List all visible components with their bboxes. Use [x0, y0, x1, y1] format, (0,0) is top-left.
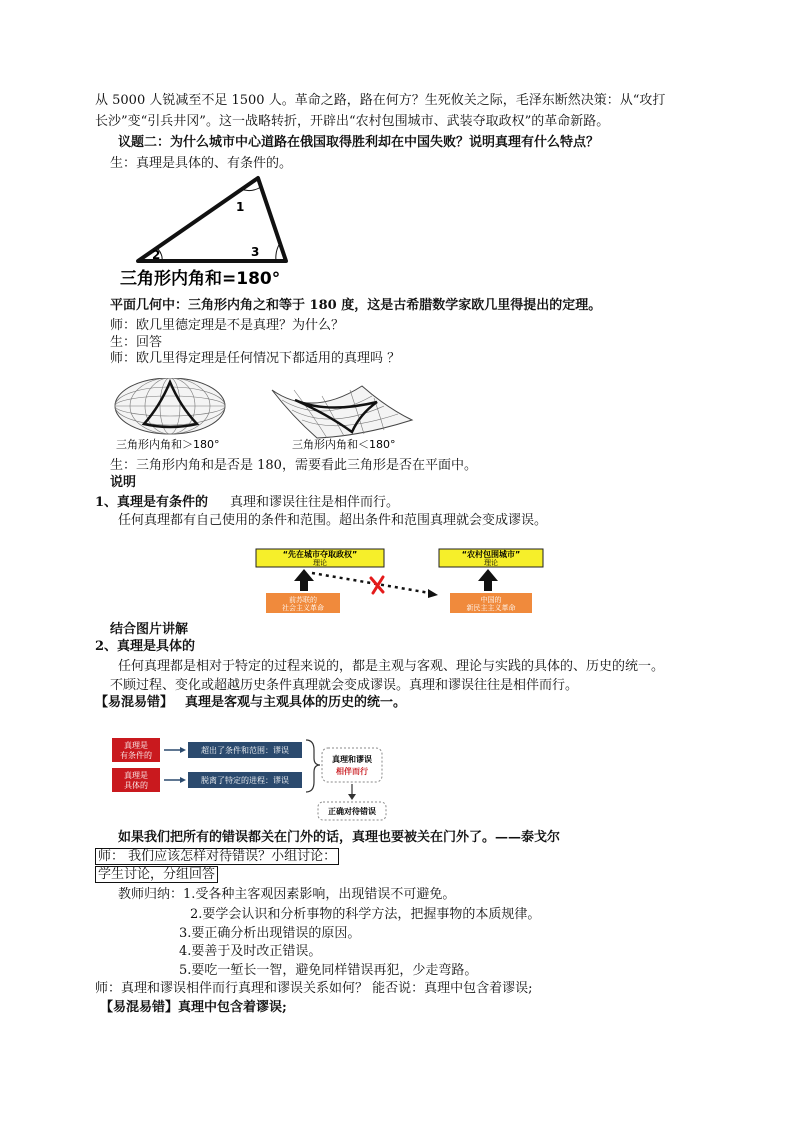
content-line: 不顾过程、变化或超越历史条件真理就会变成谬误。真理和谬误往往是相伴而行。 [110, 678, 579, 693]
content-line: 任何真理都有自己使用的条件和范围。超出条件和范围真理就会变成谬误。 [118, 513, 548, 528]
svg-text:理论: 理论 [313, 559, 327, 567]
mistake-tag: 【易混易错】 [100, 1000, 179, 1015]
teacher-line: 师：欧几里德定理是不是真理？为什么？ [110, 318, 345, 333]
saddle-caption: 三角形内角和＜180° [292, 438, 396, 451]
summary-item-4: 4.要善于及时改正错误。 [179, 944, 322, 959]
triangle-caption: 三角形内角和=180° [120, 269, 281, 288]
angle-label-3: 3 [251, 245, 260, 259]
summary-item-2: 2.要学会认识和分析事物的科学方法，把握事物的本质规律。 [190, 907, 541, 922]
angle-label-2: 2 [152, 248, 161, 262]
issue-heading: 议题二：为什么城市中心道路在俄国取得胜利却在中国失败？说明真理有什么特点？ [118, 135, 600, 150]
point-heading-note: 真理和谬误往往是相伴而行。 [230, 495, 400, 510]
svg-text:相伴而行: 相伴而行 [336, 767, 368, 776]
revolution-diagram [252, 545, 548, 615]
svg-text:社会主义革命: 社会主义革命 [282, 604, 324, 612]
student-line: 生：三角形内角和是否是 180，需要看此三角形是否在平面中。 [110, 458, 477, 473]
summary-label: 教师归纳： [118, 887, 184, 902]
teacher-question: 师： 我们应该怎样对待错误？小组讨论： [95, 848, 339, 865]
svg-text:中国的: 中国的 [480, 596, 502, 604]
euclid-line: 平面几何中：三角形内角之和等于 180 度，这是古希腊数学家欧几里得提出的定理。 [110, 298, 602, 313]
student-discussion: 学生讨论，分组回答 [95, 866, 218, 883]
svg-text:新民主主义革命: 新民主主义革命 [466, 604, 516, 612]
sphere-surface [115, 378, 225, 434]
teacher-line: 师：真理和谬误相伴而行真理和谬误关系如何？ 能否说：真理中包含着谬误; [95, 981, 533, 996]
up-arrow-right [478, 569, 498, 591]
summary-item-5: 5.要吃一堑长一智，避免同样错误再犯，少走弯路。 [179, 963, 478, 978]
svg-text:真理和谬误: 真理和谬误 [332, 755, 372, 764]
svg-text:真理是: 真理是 [124, 741, 148, 750]
explain-label: 说明 [110, 475, 137, 490]
sphere-caption: 三角形内角和＞180° [116, 438, 220, 451]
mistake-note-2 [100, 999, 287, 1016]
flat-triangle-figure [118, 173, 308, 288]
coexist-box [322, 748, 382, 782]
teacher-line: 师：欧几里得定理是任何情况下都适用的真理吗 ？ [110, 351, 401, 366]
point-heading-2: 2、真理是具体的 [95, 639, 196, 654]
mistake-text: 真理是客观与主观具体的历史的统一。 [185, 695, 407, 710]
svg-text:超出了条件和范围：谬误: 超出了条件和范围：谬误 [201, 746, 289, 755]
svg-text:具体的: 具体的 [124, 781, 148, 790]
angle-label-1: 1 [236, 200, 245, 214]
paragraph-line: 从 5000 人锐减至不足 1500 人。革命之路，路在何方？生死攸关之际，毛泽东断然决策：从“攻打 [95, 93, 666, 108]
tagore-quote: 如果我们把所有的错误都关在门外的话，真理也要被关在门外了。——泰戈尔 [118, 830, 561, 845]
truth-flow-diagram [108, 734, 398, 826]
content-line: 任何真理都是相对于特定的过程来说的，都是主观与客观、理论与实践的具体的、历史的统一。 [118, 659, 665, 674]
svg-text:有条件的: 有条件的 [120, 751, 152, 760]
summary-item-1: 1.受各种主客观因素影响，出现错误不可避免。 [183, 887, 456, 902]
up-arrow-left [294, 569, 314, 591]
student-discussion-box [95, 866, 218, 883]
svg-text:脱离了特定的进程：谬误: 脱离了特定的进程：谬误 [201, 776, 289, 785]
point-heading [95, 494, 399, 511]
student-line: 生：回答 [110, 335, 163, 350]
curved-triangles-figure [112, 378, 432, 453]
mistake-tag: 【易混易错】 [95, 695, 174, 710]
point-heading-title: 1、真理是有条件的 [95, 495, 209, 510]
paragraph-line: 长沙”变“引兵井冈”。这一战略转折，开辟出“农村包围城市、武装夺取政权”的革命新路。 [95, 114, 610, 129]
student-line: 生：真理是具体的、有条件的。 [110, 156, 293, 171]
svg-text:“先在城市夺取政权”: “先在城市夺取政权” [282, 550, 358, 559]
svg-text:理论: 理论 [484, 559, 498, 567]
summary-line [118, 886, 455, 903]
svg-text:正确对待错误: 正确对待错误 [328, 807, 376, 816]
combine-label: 结合图片讲解 [110, 622, 189, 637]
mistake-text: 真理中包含着谬误; [178, 1000, 287, 1015]
summary-item-3: 3.要正确分析出现错误的原因。 [179, 926, 361, 941]
svg-text:“农村包围城市”: “农村包围城市” [461, 550, 521, 559]
saddle-surface [272, 386, 412, 438]
svg-text:前苏联的: 前苏联的 [289, 596, 317, 604]
teacher-question-box [95, 848, 339, 865]
svg-text:真理是: 真理是 [124, 771, 148, 780]
mistake-note-1 [95, 694, 406, 711]
